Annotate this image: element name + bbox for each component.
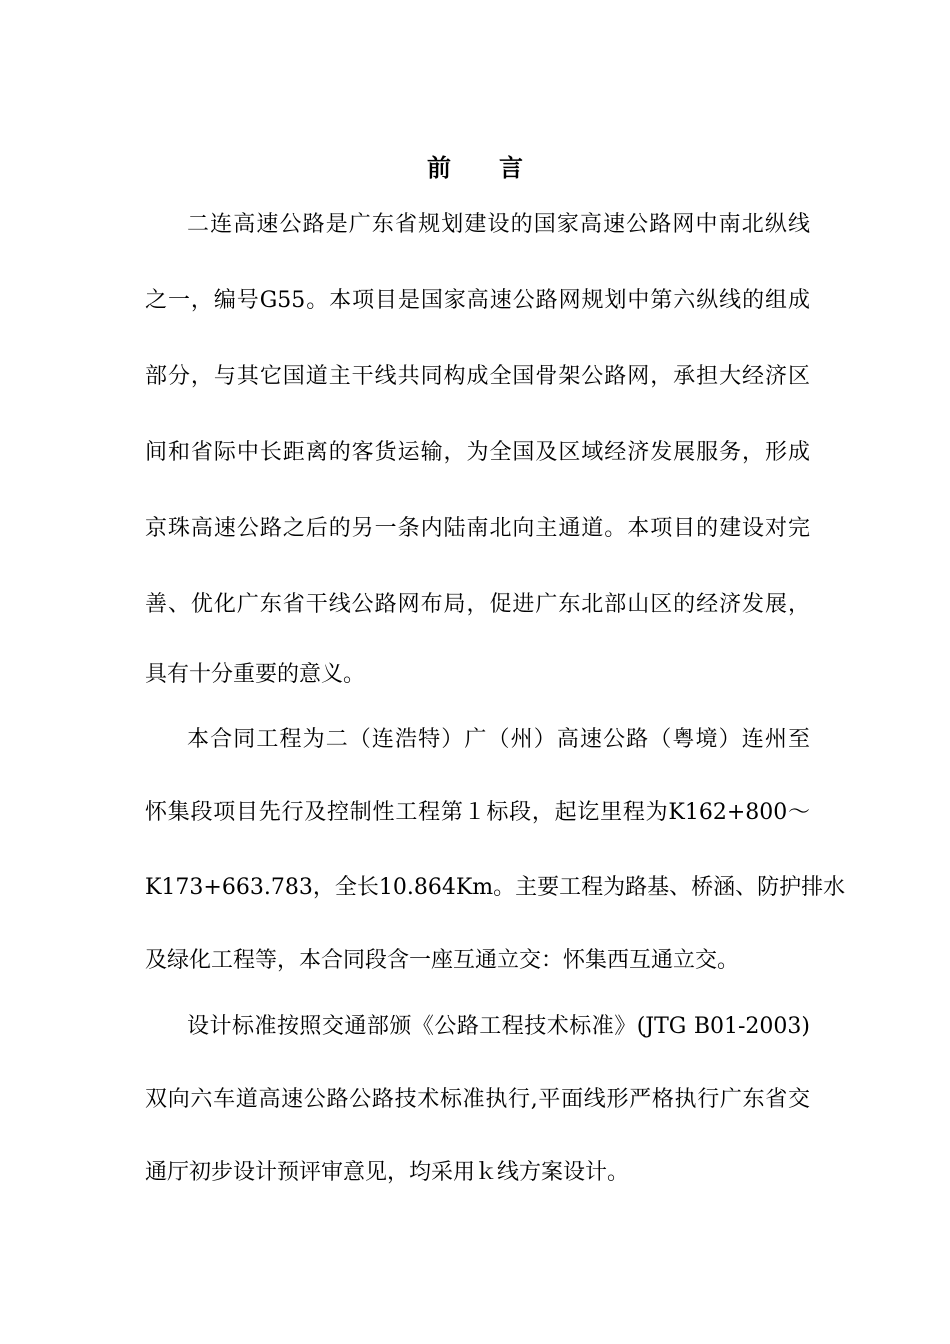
paragraph-1-line-1: 二连高速公路是广东省规划建设的国家高速公路网中南北纵线: [187, 212, 810, 237]
paragraph-2-line-2: 怀集段项目先行及控制性工程第１标段，起讫里程为K162+800～: [145, 800, 810, 825]
paragraph-1-line-7: 具有十分重要的意义。: [145, 662, 366, 687]
paragraph-3-line-3: 通厅初步设计预评审意见，均采用ｋ线方案设计。: [145, 1160, 630, 1185]
paragraph-2-line-4: 及绿化工程等，本合同段含一座互通立交：怀集西互通立交。: [145, 948, 740, 973]
paragraph-2-line-3: K173+663.783，全长10.864Km。主要工程为路基、桥涵、防护排水: [145, 875, 846, 900]
paragraph-1-line-6: 善、优化广东省干线公路网布局，促进广东北部山区的经济发展，: [145, 592, 810, 617]
paragraph-1-line-4: 间和省际中长距离的客货运输，为全国及区域经济发展服务，形成: [145, 440, 810, 465]
paragraph-1-line-5: 京珠高速公路之后的另一条内陆南北向主通道。本项目的建设对完: [145, 516, 810, 541]
paragraph-3-line-2: 双向六车道高速公路公路技术标准执行,平面线形严格执行广东省交: [145, 1087, 810, 1112]
paragraph-3-line-1: 设计标准按照交通部颁《公路工程技术标准》(JTG B01-2003): [187, 1014, 810, 1039]
paragraph-1-line-2: 之一，编号G55。本项目是国家高速公路网规划中第六纵线的组成: [145, 288, 810, 313]
paragraph-1-line-3: 部分，与其它国道主干线共同构成全国骨架公路网，承担大经济区: [145, 364, 810, 389]
page-title: 前 言: [427, 153, 523, 182]
paragraph-2-line-1: 本合同工程为二（连浩特）广（州）高速公路（粤境）连州至: [187, 727, 810, 752]
